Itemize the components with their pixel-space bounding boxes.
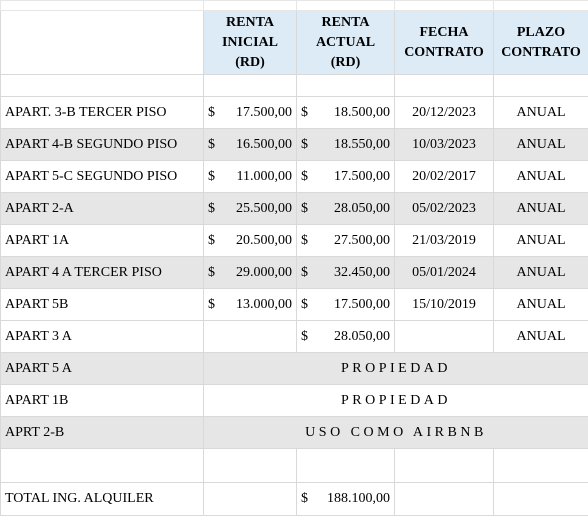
header-line: RENTA <box>321 14 370 30</box>
currency-symbol: $ <box>301 328 308 344</box>
cell[interactable] <box>204 75 297 97</box>
header-fecha-contrato[interactable] <box>395 11 494 75</box>
cell[interactable] <box>297 449 395 483</box>
renta-actual-cell[interactable] <box>297 129 395 161</box>
cell[interactable] <box>494 75 588 97</box>
apartment-name-cell[interactable]: APART 5-C SEGUNDO PISO <box>1 161 204 193</box>
renta-actual-cell[interactable] <box>297 321 395 353</box>
amount: 18.550,00 <box>334 136 390 152</box>
header-line: INICIAL <box>221 34 278 50</box>
spacer-row <box>1 75 588 97</box>
cell[interactable] <box>204 483 297 516</box>
cell[interactable] <box>297 1 395 11</box>
currency-symbol: $ <box>208 296 215 312</box>
amount: 28.050,00 <box>334 328 390 344</box>
header-renta-actual[interactable] <box>297 11 395 75</box>
fecha-contrato-cell[interactable]: 05/01/2024 <box>395 257 494 289</box>
renta-inicial-cell[interactable] <box>204 161 297 193</box>
renta-inicial-cell[interactable] <box>204 225 297 257</box>
amount: 17.500,00 <box>236 104 292 120</box>
fecha-contrato-cell[interactable]: 15/10/2019 <box>395 289 494 321</box>
header-line: (RD) <box>330 54 361 70</box>
cell[interactable] <box>1 449 204 483</box>
fecha-contrato-cell[interactable]: 10/03/2023 <box>395 129 494 161</box>
header-line: ACTUAL <box>315 34 376 50</box>
apartment-name-cell[interactable]: APART 1A <box>1 225 204 257</box>
header-row <box>1 11 588 75</box>
apartment-name-cell[interactable]: APART 4 A TERCER PISO <box>1 257 204 289</box>
currency-symbol: $ <box>208 232 215 248</box>
table-row <box>1 417 588 449</box>
header-line: RENTA <box>226 14 274 30</box>
cell[interactable] <box>204 449 297 483</box>
fecha-contrato-cell[interactable]: 05/02/2023 <box>395 193 494 225</box>
cell[interactable] <box>204 1 297 11</box>
plazo-contrato-cell[interactable]: ANUAL <box>494 289 588 321</box>
plazo-contrato-cell[interactable]: ANUAL <box>494 193 588 225</box>
plazo-contrato-cell[interactable]: ANUAL <box>494 321 588 353</box>
fecha-contrato-cell[interactable]: 20/02/2017 <box>395 161 494 193</box>
header-line: PLAZO <box>516 24 566 40</box>
plazo-contrato-cell[interactable]: ANUAL <box>494 129 588 161</box>
cell[interactable] <box>395 483 494 516</box>
renta-actual-cell[interactable] <box>297 97 395 129</box>
apartment-name-cell[interactable]: APART 5 A <box>1 353 204 385</box>
currency-symbol: $ <box>301 491 308 506</box>
amount: 28.050,00 <box>334 200 390 216</box>
apartment-name-cell[interactable]: APART 4-B SEGUNDO PISO <box>1 129 204 161</box>
renta-inicial-cell[interactable] <box>204 321 297 353</box>
spacer-row <box>1 449 588 483</box>
spreadsheet-top-row <box>1 1 588 11</box>
renta-inicial-cell[interactable] <box>204 193 297 225</box>
currency-symbol: $ <box>208 168 215 184</box>
total-label-cell[interactable]: TOTAL ING. ALQUILER <box>1 483 204 516</box>
currency-symbol: $ <box>301 264 308 280</box>
renta-actual-cell[interactable] <box>297 257 395 289</box>
amount: 11.000,00 <box>236 168 292 184</box>
amount: 29.000,00 <box>236 264 292 280</box>
currency-symbol: $ <box>208 200 215 216</box>
table-row <box>1 289 588 321</box>
renta-actual-cell[interactable] <box>297 289 395 321</box>
apartment-name-cell[interactable]: APART 1B <box>1 385 204 417</box>
apartment-name-cell[interactable]: APART 5B <box>1 289 204 321</box>
header-plazo-contrato[interactable] <box>494 11 588 75</box>
cell[interactable] <box>297 75 395 97</box>
amount: 17.500,00 <box>334 296 390 312</box>
apartment-name-cell[interactable]: APART 2-A <box>1 193 204 225</box>
plazo-contrato-cell[interactable]: ANUAL <box>494 257 588 289</box>
currency-symbol: $ <box>301 136 308 152</box>
apartment-name-cell[interactable]: APRT 2-B <box>1 417 204 449</box>
merged-note-cell[interactable]: PROPIEDAD <box>204 385 588 417</box>
renta-actual-cell[interactable] <box>297 161 395 193</box>
apartment-name-cell[interactable]: APART 3 A <box>1 321 204 353</box>
renta-actual-cell[interactable] <box>297 193 395 225</box>
currency-symbol: $ <box>301 200 308 216</box>
table-row <box>1 353 588 385</box>
amount: 13.000,00 <box>236 296 292 312</box>
amount: 188.100,00 <box>327 491 390 506</box>
amount: 16.500,00 <box>236 136 292 152</box>
table-row <box>1 193 588 225</box>
merged-note-cell[interactable]: PROPIEDAD <box>204 353 588 385</box>
cell[interactable] <box>1 75 204 97</box>
table-row <box>1 385 588 417</box>
table-row <box>1 97 588 129</box>
amount: 32.450,00 <box>334 264 390 280</box>
table-row <box>1 257 588 289</box>
cell[interactable] <box>395 449 494 483</box>
header-line: CONTRATO <box>501 44 581 60</box>
currency-symbol: $ <box>301 104 308 120</box>
renta-actual-cell[interactable] <box>297 225 395 257</box>
merged-note-cell[interactable]: USO COMO AIRBNB <box>204 417 588 449</box>
plazo-contrato-cell[interactable]: ANUAL <box>494 97 588 129</box>
renta-inicial-cell[interactable] <box>204 257 297 289</box>
fecha-contrato-cell[interactable]: 21/03/2019 <box>395 225 494 257</box>
apartment-name-cell[interactable]: APART. 3-B TERCER PISO <box>1 97 204 129</box>
currency-symbol: $ <box>208 264 215 280</box>
header-line: (RD) <box>235 54 265 70</box>
cell[interactable] <box>395 75 494 97</box>
table-row <box>1 129 588 161</box>
currency-symbol: $ <box>301 232 308 248</box>
renta-inicial-cell[interactable] <box>204 97 297 129</box>
total-row <box>1 483 588 516</box>
currency-symbol: $ <box>208 136 215 152</box>
cell[interactable] <box>494 483 588 516</box>
table-row <box>1 321 588 353</box>
amount: 25.500,00 <box>236 200 292 216</box>
currency-symbol: $ <box>208 104 215 120</box>
amount: 27.500,00 <box>334 232 390 248</box>
fecha-contrato-cell[interactable] <box>395 321 494 353</box>
amount: 20.500,00 <box>236 232 292 248</box>
header-cell-empty[interactable] <box>1 11 204 75</box>
table-row <box>1 161 588 193</box>
amount: 18.500,00 <box>334 104 390 120</box>
total-value-cell[interactable] <box>297 483 395 516</box>
currency-symbol: $ <box>301 168 308 184</box>
cell[interactable] <box>494 1 588 11</box>
plazo-contrato-cell[interactable]: ANUAL <box>494 161 588 193</box>
renta-inicial-cell[interactable] <box>204 129 297 161</box>
cell[interactable] <box>1 1 204 11</box>
header-renta-inicial[interactable] <box>204 11 297 75</box>
header-line: FECHA <box>419 24 469 40</box>
renta-inicial-cell[interactable] <box>204 289 297 321</box>
amount: 17.500,00 <box>334 168 390 184</box>
table-row <box>1 225 588 257</box>
fecha-contrato-cell[interactable]: 20/12/2023 <box>395 97 494 129</box>
cell[interactable] <box>395 1 494 11</box>
cell[interactable] <box>494 449 588 483</box>
header-line: CONTRATO <box>404 44 484 60</box>
currency-symbol: $ <box>301 296 308 312</box>
plazo-contrato-cell[interactable]: ANUAL <box>494 225 588 257</box>
